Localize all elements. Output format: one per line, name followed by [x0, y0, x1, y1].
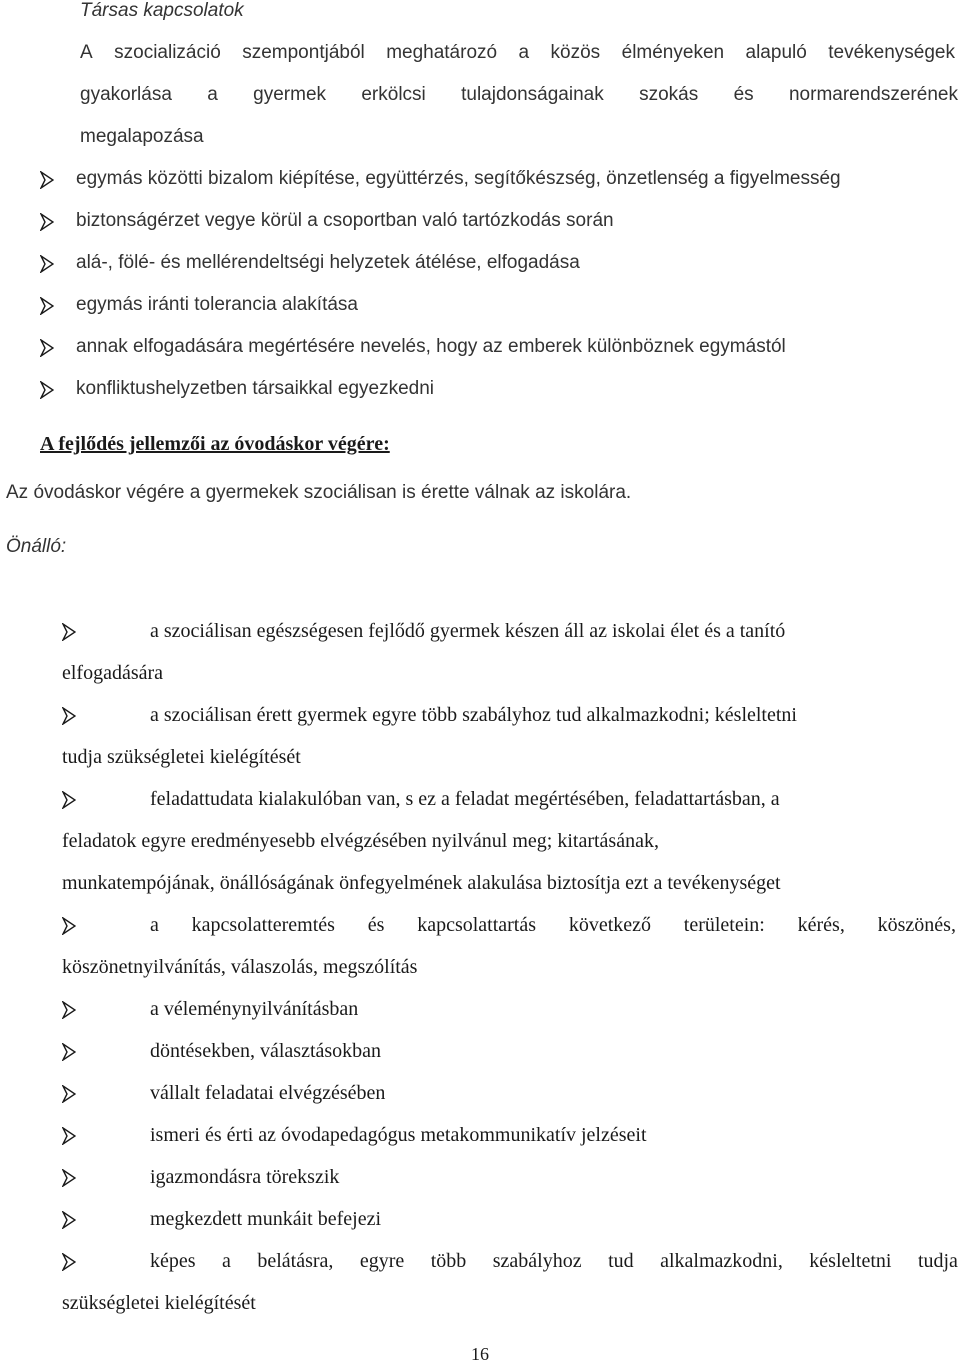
list-item: egymás közötti bizalom kiépítése, együttérzés, segítőkészség, önzetlenség a figyelmesség — [76, 168, 841, 189]
list-item: konfliktushelyzetben társaikkal egyezkedni — [76, 378, 435, 399]
arrowhead-bullet-icon — [62, 1211, 76, 1229]
arrowhead-bullet-icon — [62, 623, 76, 641]
list-item: a kapcsolatteremtés és kapcsolattartás következő területein: kérés, köszönés, — [150, 914, 956, 936]
arrowhead-bullet-icon — [40, 381, 54, 399]
arrowhead-bullet-icon — [40, 339, 54, 357]
arrowhead-bullet-icon — [62, 1085, 76, 1103]
arrowhead-bullet-icon — [62, 917, 76, 935]
list-item-continuation: köszönetnyilvánítás, válaszolás, megszólítás — [62, 956, 418, 978]
section-heading: A fejlődés jellemzői az óvodáskor végére: — [40, 433, 390, 455]
list-item-continuation: szükségletei kielégítését — [62, 1292, 256, 1314]
intro-line-2: gyakorlása a gyermek erkölcsi tulajdonságainak szokás és normarendszerének — [80, 84, 958, 105]
arrowhead-bullet-icon — [62, 1127, 76, 1145]
arrowhead-bullet-icon — [40, 213, 54, 231]
arrowhead-bullet-icon — [62, 1169, 76, 1187]
list-item: ismeri és érti az óvodapedagógus metakommunikatív jelzéseit — [150, 1124, 647, 1146]
summary-text: Az óvodáskor végére a gyermekek szociálisan is érette válnak az iskolára. — [6, 482, 632, 503]
list-item: képes a belátásra, egyre több szabályhoz tud alkalmazkodni, késleltetni tudja — [150, 1250, 958, 1272]
list-item: annak elfogadására megértésére nevelés, hogy az emberek különböznek egymástól — [76, 336, 786, 357]
subheading: Önálló: — [6, 536, 67, 557]
arrowhead-bullet-icon — [40, 171, 54, 189]
list-item: döntésekben, választásokban — [150, 1040, 382, 1062]
arrowhead-bullet-icon — [62, 707, 76, 725]
intro-line-1: A szocializáció szempontjából meghatározó a közös élményeken alapuló tevékenységek — [80, 42, 955, 63]
list-item: alá-, fölé- és mellérendeltségi helyzetek átélése, elfogadása — [76, 252, 580, 273]
section-title: Társas kapcsolatok — [80, 0, 244, 21]
list-item: egymás iránti tolerancia alakítása — [76, 294, 358, 315]
arrowhead-bullet-icon — [40, 255, 54, 273]
list-item: vállalt feladatai elvégzésében — [150, 1082, 386, 1104]
list-item-continuation: feladatok egyre eredményesebb elvégzésében nyilvánul meg; kitartásának, — [62, 830, 659, 852]
intro-line-3: megalapozása — [80, 126, 204, 147]
arrowhead-bullet-icon — [62, 1253, 76, 1271]
list-item: biztonságérzet vegye körül a csoportban való tartózkodás során — [76, 210, 614, 231]
list-item-continuation: elfogadására — [62, 662, 164, 684]
list-item: a véleménynyilvánításban — [150, 998, 359, 1020]
list-item: igazmondásra törekszik — [150, 1166, 340, 1188]
arrowhead-bullet-icon — [62, 1001, 76, 1019]
list-item: feladattudata kialakulóban van, s ez a feladat megértésében, feladattartásban, a — [150, 788, 780, 810]
list-item: megkezdett munkáit befejezi — [150, 1208, 382, 1230]
list-item-continuation: munkatempójának, önállóságának önfegyelmének alakulása biztosítja ezt a tevékenységet — [62, 872, 781, 894]
arrowhead-bullet-icon — [40, 297, 54, 315]
page-number: 16 — [471, 1344, 489, 1364]
list-item: a szociálisan érett gyermek egyre több szabályhoz tud alkalmazkodni; késleltetni — [150, 704, 797, 726]
list-item: a szociálisan egészségesen fejlődő gyermek készen áll az iskolai élet és a tanító — [150, 620, 786, 642]
list-item-continuation: tudja szükségletei kielégítését — [62, 746, 301, 768]
arrowhead-bullet-icon — [62, 791, 76, 809]
arrowhead-bullet-icon — [62, 1043, 76, 1061]
